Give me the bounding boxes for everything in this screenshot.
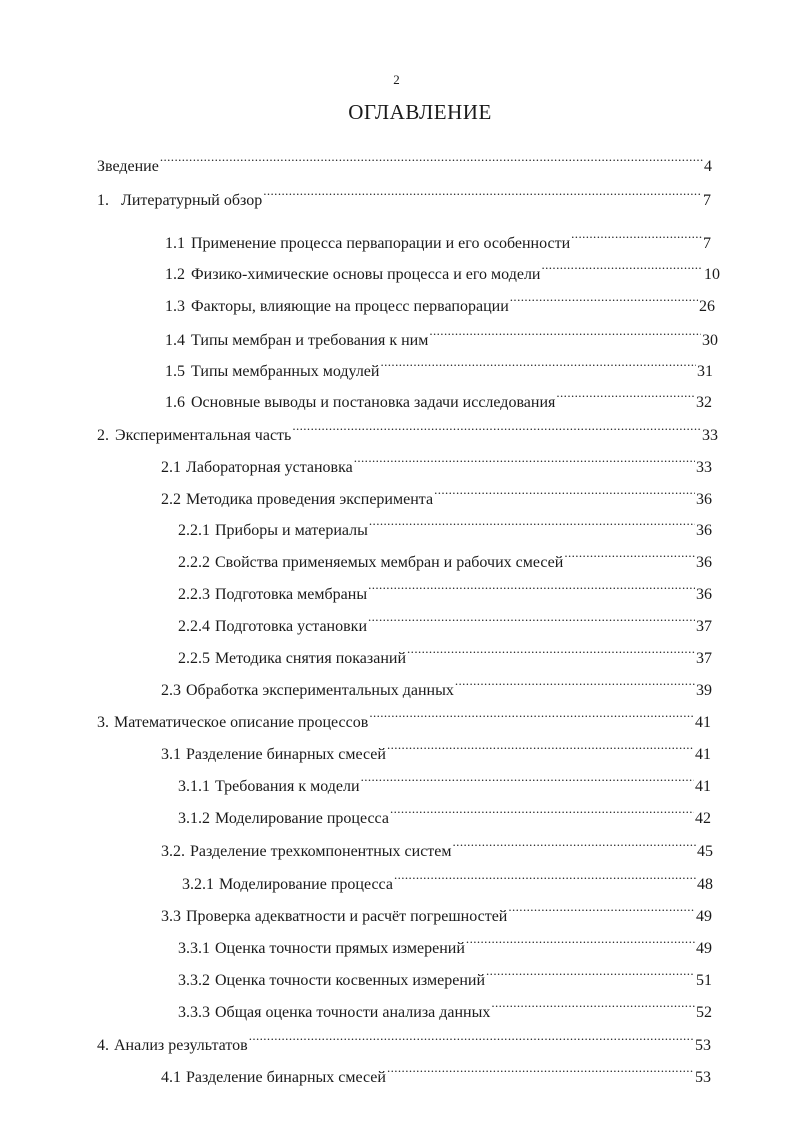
toc-entry-3[interactable] (97, 707, 711, 733)
toc-entry-text: Методика снятия показаний (215, 650, 407, 667)
toc-entry-number: 2.2.3 (178, 586, 210, 603)
toc-entry-page: 36 (696, 522, 712, 539)
dot-leader (390, 803, 694, 823)
toc-entry-number: 2.2 (161, 491, 181, 508)
toc-entry-3-1-1[interactable] (178, 771, 711, 797)
toc-entry-number: 3.3.1 (178, 940, 210, 957)
toc-entry-text: Методика проведения эксперимента (186, 491, 434, 508)
toc-entry-page: 36 (696, 586, 712, 603)
dot-leader (466, 933, 695, 953)
dot-leader (508, 901, 695, 921)
toc-entry-text: Анализ результатов (114, 1037, 248, 1054)
toc-entry-number: 3.2. (161, 843, 185, 860)
toc-entry-text: Разделение трехкомпонентных систем (190, 843, 452, 860)
dot-leader (292, 420, 701, 440)
toc-entry-4[interactable] (97, 1030, 711, 1056)
toc-entry-3-1[interactable] (161, 739, 711, 765)
toc-entry-number: 1.4 (165, 332, 185, 349)
toc-entry-text: Разделение бинарных смесей (186, 1069, 386, 1086)
toc-entry-page: 39 (696, 682, 712, 699)
toc-entry-number: 3.3.2 (178, 972, 210, 989)
dot-leader (354, 452, 695, 472)
dot-leader (429, 325, 701, 345)
toc-entry-3-3-3[interactable] (178, 997, 712, 1023)
toc-entry-text: Применение процесса первапорации и его особенности (191, 235, 571, 252)
toc-entry-page: 36 (696, 491, 712, 508)
toc-entry-page: 37 (696, 650, 712, 667)
dot-leader (249, 1030, 694, 1050)
dot-leader (369, 515, 695, 535)
toc-entry-number: 2.2.1 (178, 522, 210, 539)
toc-entry-number: 4. (97, 1037, 109, 1054)
toc-entry-text: Приборы и материалы (215, 522, 368, 539)
toc-entry-text: Факторы, влияющие на процесс первапорации (191, 298, 509, 315)
toc-entry-number: 1.6 (165, 394, 185, 411)
toc-entry-text: Проверка адекватности и расчёт погрешностей (186, 908, 508, 925)
dot-leader (491, 997, 695, 1017)
toc-entry-page: 48 (697, 876, 713, 893)
toc-entry-page: 42 (695, 810, 711, 827)
dot-leader (486, 965, 695, 985)
toc-entry-page: 37 (696, 618, 712, 635)
toc-entry-1-1[interactable] (165, 228, 711, 254)
dot-leader (510, 291, 698, 311)
toc-entry-text: Оценка точности прямых измерений (215, 940, 465, 957)
toc-entry-number: 3. (97, 714, 109, 731)
page-number: 2 (393, 72, 400, 87)
toc-entry-2-2-2[interactable] (178, 547, 712, 573)
toc-entry-text: Подготовка мембраны (215, 586, 368, 603)
dot-leader (160, 151, 703, 171)
toc-entry-page: 41 (695, 746, 711, 763)
toc-entry-text: Разделение бинарных смесей (186, 746, 386, 763)
toc-entry-number: 2.3 (161, 682, 181, 699)
toc-entry-4-1[interactable] (161, 1062, 711, 1088)
dot-leader (387, 739, 694, 759)
toc-entry-number: 2.1 (161, 459, 181, 476)
toc-entry-page: 4 (704, 158, 712, 175)
toc-entry-text: Зведение (97, 158, 159, 175)
dot-leader (564, 547, 695, 567)
toc-entry-number: 3.1.1 (178, 778, 210, 795)
dot-leader (369, 707, 694, 727)
toc-entry-page: 10 (704, 266, 720, 283)
toc-entry-number: 3.2.1 (182, 876, 214, 893)
toc-entry-page: 41 (695, 778, 711, 795)
toc-entry-text: Экспериментальная часть (115, 427, 292, 444)
toc-entry-number: 2.2.2 (178, 554, 210, 571)
toc-entry-introduction[interactable] (97, 151, 712, 177)
toc-entry-2-2[interactable] (161, 484, 712, 510)
toc-entry-2-2-1[interactable] (178, 515, 712, 541)
toc-entry-text: Моделирование процесса (215, 810, 389, 827)
dot-leader (541, 259, 703, 279)
toc-entry-2-1[interactable] (161, 452, 712, 478)
toc-entry-number: 3.3.3 (178, 1004, 210, 1021)
toc-entry-text: Типы мембран и требования к ним (191, 332, 429, 349)
toc-entry-page: 26 (699, 298, 715, 315)
toc-entry-text: Моделирование процесса (219, 876, 393, 893)
toc-entry-page: 7 (703, 192, 711, 209)
dot-leader (434, 484, 695, 504)
dot-leader (387, 1062, 694, 1082)
toc-entry-1-4[interactable] (165, 325, 718, 351)
dot-leader (556, 387, 695, 407)
toc-entry-page: 41 (695, 714, 711, 731)
toc-entry-number: 3.1.2 (178, 810, 210, 827)
toc-entry-1-3[interactable] (165, 291, 715, 317)
dot-leader (361, 771, 694, 791)
toc-entry-page: 7 (703, 235, 711, 252)
toc-entry-page: 49 (696, 908, 712, 925)
toc-entry-3-3-2[interactable] (178, 965, 712, 991)
toc-entry-page: 36 (696, 554, 712, 571)
toc-entry-number: 1.5 (165, 363, 185, 380)
toc-entry-text: Лабораторная установка (186, 459, 353, 476)
dot-leader (368, 611, 695, 631)
toc-entry-text: Свойства применяемых мембран и рабочих смесей (215, 554, 564, 571)
toc-entry-1-6[interactable] (165, 387, 712, 413)
toc-entry-text: Подготовка установки (215, 618, 367, 635)
dot-leader (263, 185, 702, 205)
toc-entry-text: Обработка экспериментальных данных (186, 682, 454, 699)
toc-entry-page: 51 (696, 972, 712, 989)
toc-entry-page: 53 (695, 1037, 711, 1054)
toc-entry-page: 53 (695, 1069, 711, 1086)
toc-entry-3-1-2[interactable] (178, 803, 711, 829)
toc-entry-number: 1.1 (165, 235, 185, 252)
toc-entry-page: 31 (697, 363, 713, 380)
dot-leader (571, 228, 702, 248)
toc-entry-number: 2. (97, 427, 109, 444)
toc-entry-1[interactable] (97, 185, 711, 211)
toc-entry-text: Типы мембранных модулей (191, 363, 380, 380)
toc-entry-1-5[interactable] (165, 356, 713, 382)
toc-entry-2-2-5[interactable] (178, 643, 712, 669)
toc-entry-number: 1. (97, 192, 109, 209)
toc-entry-2[interactable] (97, 420, 718, 446)
dot-leader (407, 643, 695, 663)
toc-entry-2-2-3[interactable] (178, 579, 712, 605)
toc-entry-page: 33 (696, 459, 712, 476)
toc-entry-page: 33 (702, 427, 718, 444)
toc-entry-number: 4.1 (161, 1069, 181, 1086)
toc-entry-text: Оценка точности косвенных измерений (215, 972, 486, 989)
toc-entry-text: Математическое описание процессов (114, 714, 369, 731)
page-title: ОГЛАВЛЕНИЕ (348, 100, 492, 124)
toc-entry-page: 32 (696, 394, 712, 411)
toc-entry-number: 3.3 (161, 908, 181, 925)
toc-entry-page: 30 (702, 332, 718, 349)
dot-leader (453, 836, 696, 856)
toc-entry-page: 52 (696, 1004, 712, 1021)
toc-entry-2-3[interactable] (161, 675, 712, 701)
toc-entry-number: 3.1 (161, 746, 181, 763)
toc-entry-3-3[interactable] (161, 901, 712, 927)
toc-entry-text: Физико-химические основы процесса и его модели (191, 266, 541, 283)
toc-entry-2-2-4[interactable] (178, 611, 712, 637)
toc-entry-number: 2.2.5 (178, 650, 210, 667)
dot-leader (394, 869, 696, 889)
toc-entry-number: 1.3 (165, 298, 185, 315)
toc-entry-1-2[interactable] (165, 259, 720, 285)
toc-entry-number: 1.2 (165, 266, 185, 283)
dot-leader (455, 675, 695, 695)
toc-entry-text: Общая оценка точности анализа данных (215, 1004, 491, 1021)
toc-entry-page: 45 (697, 843, 713, 860)
toc-entry-text: Литературный обзор (121, 192, 263, 209)
toc-entry-text: Требования к модели (215, 778, 360, 795)
dot-leader (368, 579, 695, 599)
dot-leader (380, 356, 696, 376)
toc-entry-number: 2.2.4 (178, 618, 210, 635)
toc-entry-text: Основные выводы и постановка задачи исследования (191, 394, 556, 411)
toc-entry-3-3-1[interactable] (178, 933, 712, 959)
toc-entry-3-2[interactable] (161, 836, 713, 862)
toc-entry-3-2-1[interactable] (182, 869, 713, 895)
toc-entry-page: 49 (696, 940, 712, 957)
